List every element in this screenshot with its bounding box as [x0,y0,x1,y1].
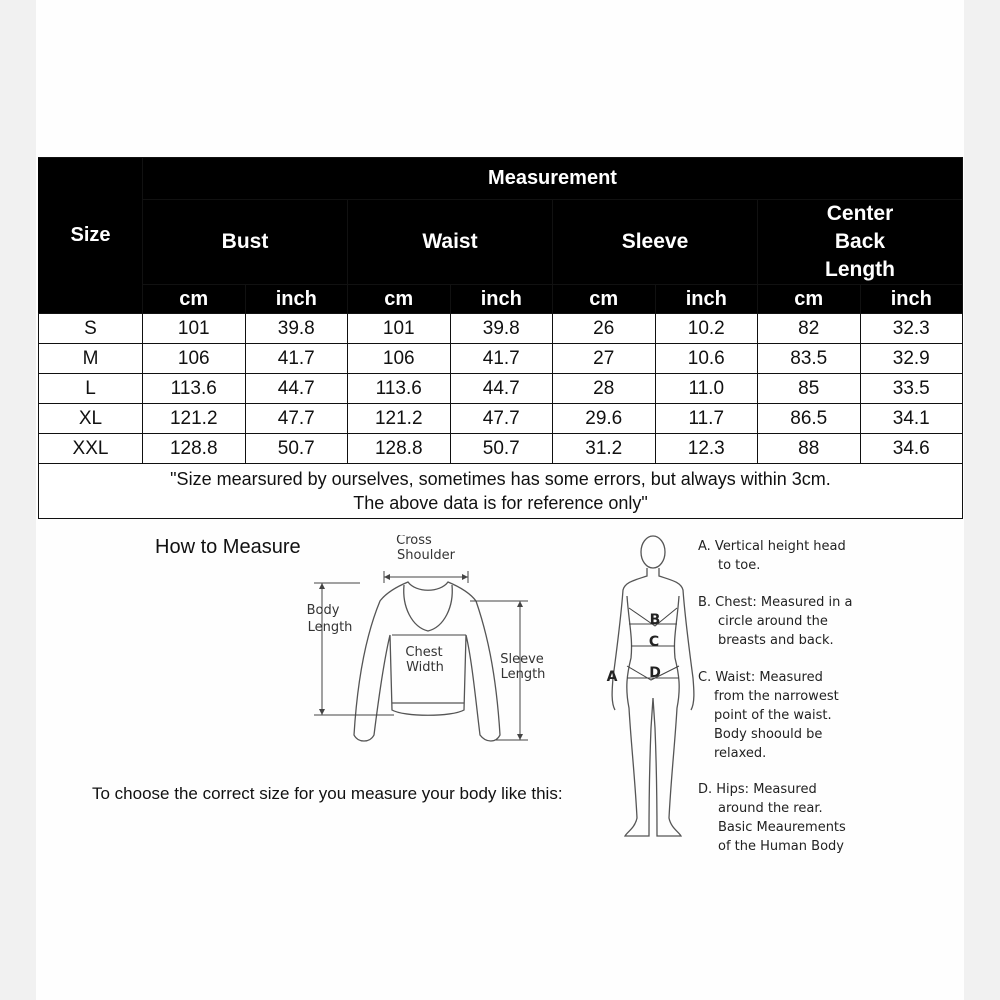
size-cell: L [39,374,143,404]
table-cell: 101 [348,314,451,344]
cross-shoulder-label: Cross [396,535,432,548]
figure-body [612,568,694,836]
guide-c-line: Body shoould be [714,727,823,742]
header-row-measurement [39,158,963,200]
table-cell: 128.8 [143,434,246,464]
table-cell: 88 [758,434,861,464]
table-cell: 113.6 [348,374,451,404]
chest-width-label: Chest [405,645,443,660]
figure-head [641,536,665,568]
table-cell: 86.5 [758,404,861,434]
size-cell: S [39,314,143,344]
center-back-length-header [758,200,963,285]
guide-b-line: breasts and back. [718,633,834,648]
size-cell: M [39,344,143,374]
note-line-1: "Size mearsured by ourselves, sometimes has some errors, but always within 3cm. [170,469,831,489]
table-cell: 32.3 [860,314,963,344]
table-row-s [39,314,963,344]
table-cell: 121.2 [143,404,246,434]
table-cell: 41.7 [450,344,553,374]
waist-header: Waist [348,200,553,285]
body-label-b: B [649,612,661,628]
size-chart-table [38,157,963,519]
unit-header: cm [553,285,656,314]
arrow-head [462,574,468,580]
table-cell: 10.6 [655,344,758,374]
measurement-header: Measurement [143,158,963,200]
table-row-l [39,374,963,404]
unit-header: inch [450,285,553,314]
size-cell: XL [39,404,143,434]
table-cell: 12.3 [655,434,758,464]
table-cell: 34.6 [860,434,963,464]
guide-d-line: around the rear. [718,801,823,816]
unit-header: cm [758,285,861,314]
guide-c [698,668,839,763]
guide-d-line: D. Hips: Measured [698,782,817,797]
unit-header: inch [245,285,348,314]
size-cell: XXL [39,434,143,464]
body-figure-diagram [595,528,715,848]
table-cell: 83.5 [758,344,861,374]
table-cell: 47.7 [245,404,348,434]
guide-c-line: C. Waist: Measured [698,670,823,685]
table-cell: 11.7 [655,404,758,434]
guide-d-line: Basic Meaurements [718,820,846,835]
table-cell: 28 [553,374,656,404]
guide-a-line: to toe. [718,558,761,573]
guide-c-line: from the narrowest [714,689,839,704]
body-length-label: Body [306,603,340,618]
table-cell: 39.8 [245,314,348,344]
header-row-units [39,285,963,314]
table-cell: 39.8 [450,314,553,344]
table-cell: 128.8 [348,434,451,464]
table-row-m [39,344,963,374]
sleeve-length-label: Length [500,667,546,682]
arrow-head [319,583,325,589]
note-cell [39,464,963,519]
table-cell: 26 [553,314,656,344]
guide-a-line: A. Vertical height head [698,539,846,554]
body-length-label: Length [307,620,353,635]
table-cell: 31.2 [553,434,656,464]
arrow-head [517,734,523,740]
table-cell: 121.2 [348,404,451,434]
table-cell: 44.7 [450,374,553,404]
arrow-head [517,601,523,607]
table-cell: 47.7 [450,404,553,434]
note-row [39,464,963,519]
guide-d [698,780,846,856]
table-cell: 33.5 [860,374,963,404]
table-cell: 106 [348,344,451,374]
cross-shoulder-label: Shoulder [397,548,455,563]
table-cell: 34.1 [860,404,963,434]
guide-b-line: circle around the [718,614,828,629]
sleeve-header: Sleeve [553,200,758,285]
unit-header: cm [143,285,246,314]
table-cell: 101 [143,314,246,344]
table-cell: 27 [553,344,656,374]
header-row-groups [39,200,963,285]
body-label-a: A [606,669,618,685]
garment-diagram [300,535,570,750]
guide-b [698,593,852,650]
guide-d-line: of the Human Body [718,839,844,854]
how-to-measure-title: How to Measure [155,536,301,558]
size-header: Size [39,158,143,314]
table-row-xxl [39,434,963,464]
center-back-length-label: Center Back Length [825,202,895,281]
table-cell: 29.6 [553,404,656,434]
table-cell: 85 [758,374,861,404]
body-label-d: D [649,665,661,681]
table-cell: 82 [758,314,861,344]
chest-width-label: Width [406,660,444,675]
guide-c-line: point of the waist. [714,708,832,723]
table-cell: 10.2 [655,314,758,344]
table-cell: 50.7 [450,434,553,464]
body-label-c: C [648,634,660,650]
instruction-text: To choose the correct size for you measure your body like this: [92,784,563,803]
table-cell: 44.7 [245,374,348,404]
unit-header: inch [655,285,758,314]
table-row-xl [39,404,963,434]
arrow-head [319,709,325,715]
table-cell: 32.9 [860,344,963,374]
guide-c-line: relaxed. [714,746,767,761]
note-line-2: The above data is for reference only" [353,493,648,513]
table-cell: 11.0 [655,374,758,404]
sleeve-length-label: Sleeve [500,652,544,667]
garment-collar [404,585,453,631]
guide-a [698,537,846,575]
table-cell: 113.6 [143,374,246,404]
unit-header: inch [860,285,963,314]
table-cell: 50.7 [245,434,348,464]
table-cell: 106 [143,344,246,374]
arrow-head [384,574,390,580]
unit-header: cm [348,285,451,314]
bust-header: Bust [143,200,348,285]
table-cell: 41.7 [245,344,348,374]
guide-b-line: B. Chest: Measured in a [698,595,853,610]
